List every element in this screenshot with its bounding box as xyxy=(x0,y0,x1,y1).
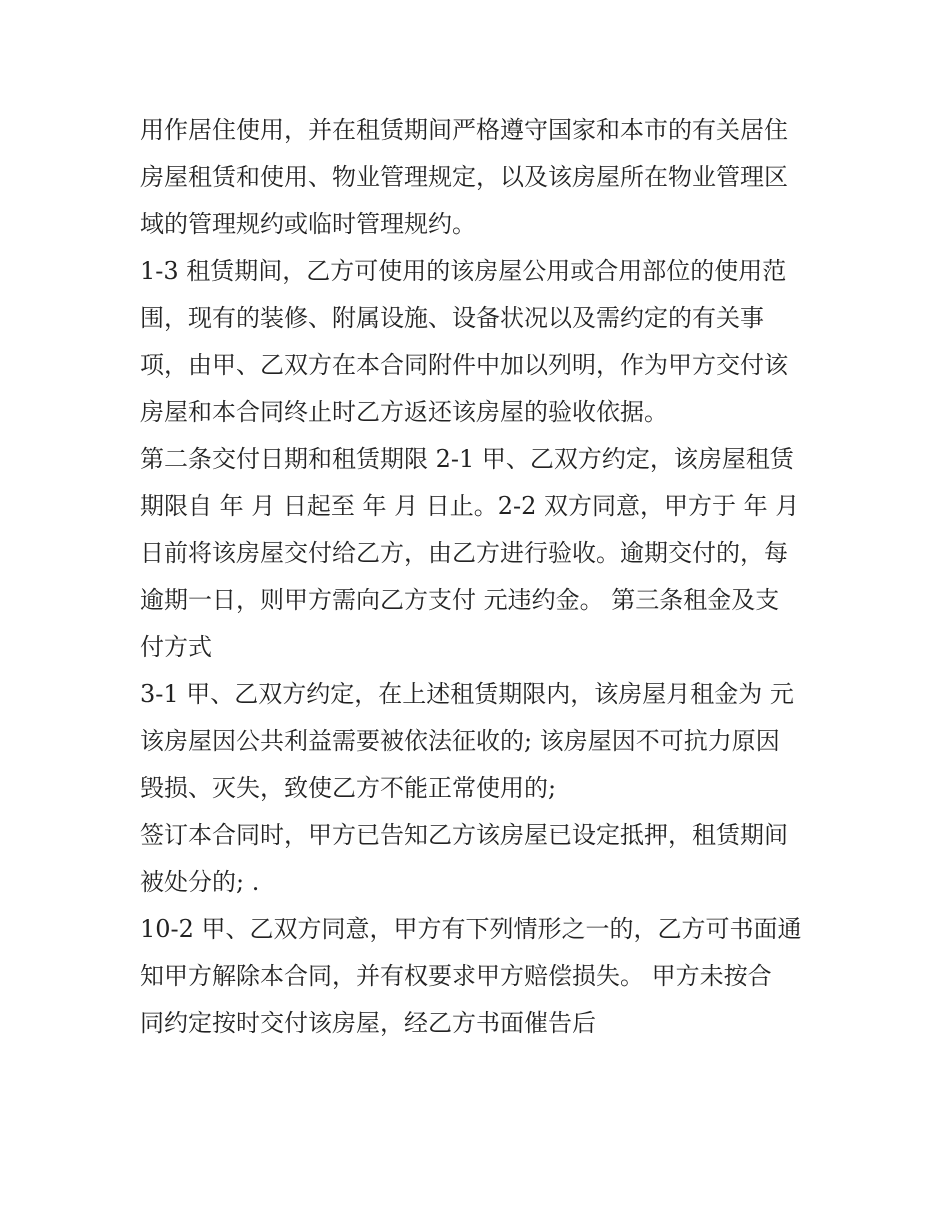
text-line: 项，由甲、乙双方在本合同附件中加以列明，作为甲方交付该 xyxy=(140,351,788,379)
text-line: 1-3 租赁期间，乙方可使用的该房屋公用或合用部位的使用范 xyxy=(140,257,787,285)
paragraph-clause-1-3 xyxy=(140,248,820,436)
text-line: 被处分的; . xyxy=(140,868,260,896)
paragraph-article-2 xyxy=(140,436,820,671)
text-line: 日前将该房屋交付给乙方，由乙方进行验收。逾期交付的，每 xyxy=(140,539,788,567)
text-line: 知甲方解除本合同，并有权要求甲方赔偿损失。 甲方未按合 xyxy=(140,962,772,990)
text-line: 该房屋因公共利益需要被依法征收的; 该房屋因不可抗力原因 xyxy=(140,727,780,755)
paragraph-clause-3-1 xyxy=(140,671,820,812)
text-line: 毁损、灭失，致使乙方不能正常使用的; xyxy=(140,774,557,802)
paragraph-residential-use xyxy=(140,107,820,248)
text-line: 域的管理规约或临时管理规约。 xyxy=(140,210,476,238)
text-line: 期限自 年 月 日起至 年 月 日止。2-2 双方同意，甲方于 年 月 xyxy=(140,492,800,520)
text-line: 用作居住使用，并在租赁期间严格遵守国家和本市的有关居住 xyxy=(140,116,788,144)
paragraph-clause-10-2 xyxy=(140,906,820,1047)
text-line: 第二条交付日期和租赁期限 2-1 甲、乙双方约定，该房屋租赁 xyxy=(140,445,794,473)
text-line: 3-1 甲、乙双方约定，在上述租赁期限内，该房屋月租金为 元 xyxy=(140,680,794,708)
document-body xyxy=(140,107,820,1047)
text-line: 签订本合同时，甲方已告知乙方该房屋已设定抵押，租赁期间 xyxy=(140,821,788,849)
text-line: 逾期一日，则甲方需向乙方支付 元违约金。 第三条租金及支 xyxy=(140,586,780,614)
paragraph-mortgage-notice xyxy=(140,812,820,906)
text-line: 10-2 甲、乙双方同意，甲方有下列情形之一的，乙方可书面通 xyxy=(140,915,802,943)
text-line: 围，现有的装修、附属设施、设备状况以及需约定的有关事 xyxy=(140,304,764,332)
text-line: 付方式 xyxy=(140,633,212,661)
text-line: 房屋和本合同终止时乙方返还该房屋的验收依据。 xyxy=(140,398,668,426)
text-line: 房屋租赁和使用、物业管理规定，以及该房屋所在物业管理区 xyxy=(140,163,788,191)
text-line: 同约定按时交付该房屋，经乙方书面催告后 xyxy=(140,1009,596,1037)
